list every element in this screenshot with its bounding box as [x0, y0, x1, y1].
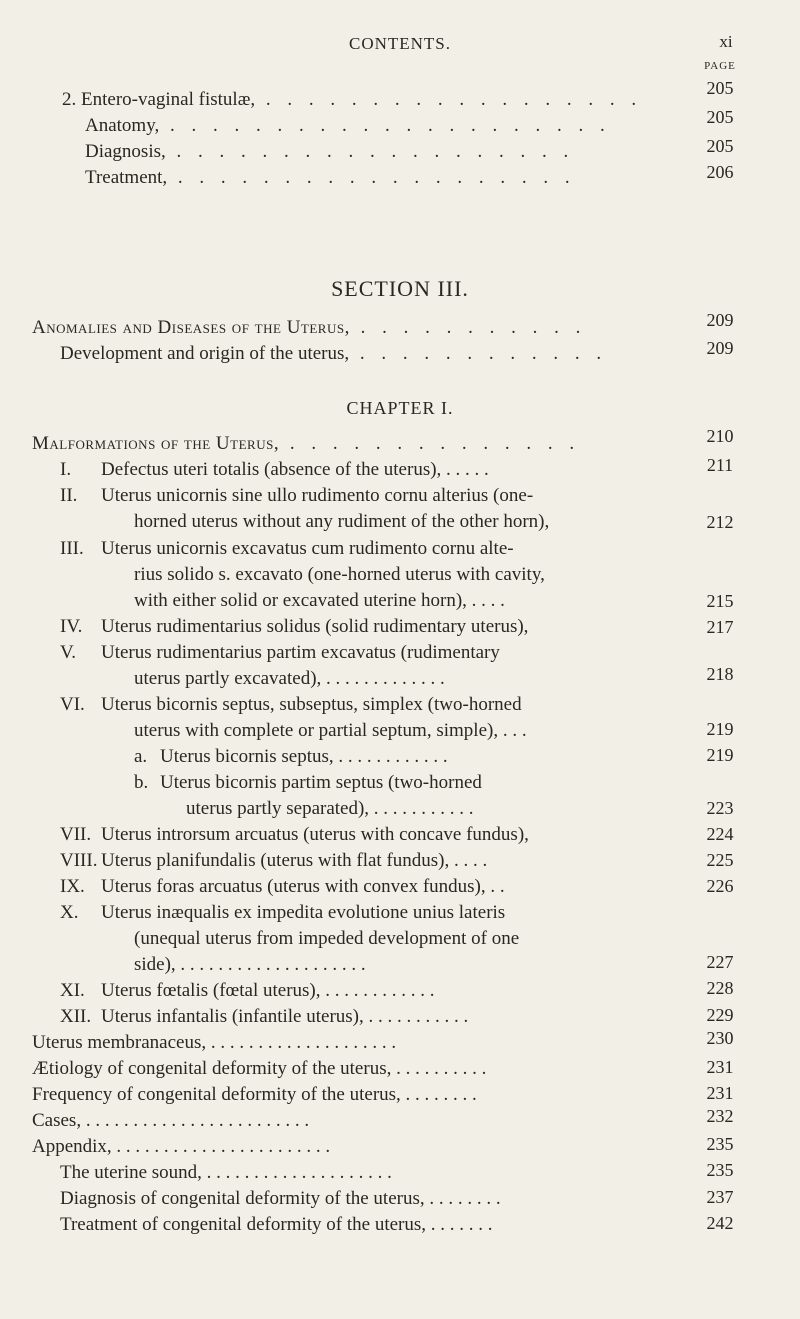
toc-entry-text: Malformations of the Uterus, — [32, 433, 280, 454]
leader-dots: . . . . . . . . . . . . . . — [279, 433, 581, 454]
toc-entry-line: Uterus foras arcuatus (uterus with convex fundus), . . — [101, 876, 505, 897]
toc-entry-line: uterus partly separated), . . . . . . . . . . . — [186, 798, 474, 819]
page-number: 205 — [706, 107, 734, 127]
page-number: 205 — [706, 136, 734, 156]
leader-dots: . . . . . . . . . . . . . . . . . . . — [165, 141, 575, 162]
page-column-label: PAGE — [704, 60, 736, 72]
chapter-heading: CHAPTER I. — [346, 398, 454, 418]
page-number: 242 — [706, 1213, 734, 1233]
page-number: 223 — [706, 798, 734, 818]
page-number: 229 — [706, 1005, 734, 1025]
toc-entry-line: Uterus inæqualis ex impedita evolutione unius lateris — [101, 902, 506, 923]
toc-entry-line: Defectus uteri totalis (absence of the uterus), . . . . . — [101, 459, 489, 480]
toc-entry-treatment-deformity: Treatment of congenital deformity of the uterus, . . . . . . . — [60, 1214, 493, 1235]
page-number: 219 — [706, 719, 734, 739]
page-number: 217 — [706, 617, 734, 637]
toc-entry-development — [60, 342, 607, 366]
toc-entry-anatomy — [85, 114, 611, 138]
toc-entry-cases: Cases, . . . . . . . . . . . . . . . . . . . . . . . . — [32, 1110, 310, 1131]
page-number: 235 — [706, 1134, 734, 1154]
page-number: 224 — [706, 824, 734, 844]
roman-numeral: I. — [60, 459, 72, 480]
toc-entry-text: Development and origin of the uterus, — [60, 343, 350, 364]
page-number: 227 — [706, 952, 734, 972]
roman-numeral: IX. — [60, 876, 85, 897]
toc-entry-line: Uterus fœtalis (fœtal uterus), . . . . . . . . . . . . — [101, 980, 435, 1001]
page-number: 206 — [706, 162, 734, 182]
sub-letter: a. — [134, 746, 148, 767]
toc-entry-line: side), . . . . . . . . . . . . . . . . . . . . — [134, 954, 366, 975]
toc-entry-line: Uterus bicornis septus, subseptus, simplex (two-horned — [101, 694, 522, 715]
page-number: 228 — [706, 978, 734, 998]
roman-numeral: VIII. — [60, 850, 98, 871]
leader-dots: . . . . . . . . . . . . — [349, 343, 608, 364]
toc-entry-frequency: Frequency of congenital deformity of the uterus, . . . . . . . . — [32, 1084, 477, 1105]
toc-entry-line: Uterus planifundalis (uterus with flat fundus), . . . . — [101, 850, 488, 871]
roman-numeral: III. — [60, 538, 84, 559]
leader-dots: . . . . . . . . . . . . . . . . . . . — [167, 167, 576, 188]
toc-entry-text: Anomalies and Diseases of the Uterus, — [32, 317, 350, 338]
toc-entry-diagnosis — [85, 140, 574, 164]
toc-entry-line: horned uterus without any rudiment of the other horn), — [134, 511, 550, 532]
toc-entry-line: Uterus rudimentarius solidus (solid rudimentary uterus), — [101, 616, 529, 637]
toc-entry-text: Treatment, — [85, 167, 168, 188]
toc-entry-appendix: Appendix, . . . . . . . . . . . . . . . . . . . . . . . — [32, 1136, 331, 1157]
leader-dots: . . . . . . . . . . . . . . . . . . . . . — [159, 115, 611, 136]
page-number: 237 — [706, 1187, 734, 1207]
leader-dots: . . . . . . . . . . . . . . . . . . — [255, 89, 643, 110]
toc-entry-line: Uterus unicornis excavatus cum rudimento cornu alte- — [101, 538, 514, 559]
toc-entry-line: Uterus introrsum arcuatus (uterus with concave fundus), — [101, 824, 529, 845]
sub-letter: b. — [134, 772, 149, 793]
leader-dots: . . . . . . . . . . . — [349, 317, 587, 338]
page-folio: xi — [719, 32, 733, 51]
toc-entry-line: Uterus bicornis partim septus (two-horned — [160, 772, 482, 793]
page-number: 212 — [706, 512, 734, 532]
roman-numeral: VII. — [60, 824, 92, 845]
page-number: 232 — [706, 1106, 734, 1126]
roman-numeral: VI. — [60, 694, 85, 715]
roman-numeral: II. — [60, 485, 78, 506]
page-number: 215 — [706, 591, 734, 611]
roman-numeral: X. — [60, 902, 79, 923]
toc-entry-line: with either solid or excavated uterine horn), . . . . — [134, 590, 505, 611]
toc-entry-line: rius solido s. excavato (one-horned uterus with cavity, — [134, 564, 545, 585]
section-heading: SECTION III. — [331, 276, 469, 301]
toc-entry-line: Uterus unicornis sine ullo rudimento cornu alterius (one- — [101, 485, 534, 506]
page-number: 225 — [706, 850, 734, 870]
toc-entry-aetiology: Ætiology of congenital deformity of the uterus, . . . . . . . . . . — [32, 1058, 487, 1079]
page-number: 209 — [706, 338, 734, 358]
toc-entry-anomalies — [32, 316, 586, 340]
page-number: 205 — [706, 78, 734, 98]
page-number: 235 — [706, 1160, 734, 1180]
page-number: 226 — [706, 876, 734, 896]
page-number: 209 — [706, 310, 734, 330]
page-number: 219 — [706, 745, 734, 765]
toc-entry-line: Uterus rudimentarius partim excavatus (rudimentary — [101, 642, 500, 663]
toc-entry-entero-vaginal — [62, 88, 642, 112]
page-number: 218 — [706, 664, 734, 684]
page-number: 231 — [706, 1083, 734, 1103]
toc-entry-membranaceus: Uterus membranaceus, . . . . . . . . . . . . . . . . . . . . — [32, 1032, 397, 1053]
page-number: 230 — [706, 1028, 734, 1048]
running-header-title: CONTENTS. — [348, 34, 452, 53]
toc-entry-malformations — [32, 432, 580, 456]
toc-entry-text: Diagnosis, — [85, 141, 166, 162]
roman-numeral: XI. — [60, 980, 85, 1001]
toc-entry-line: Uterus infantalis (infantile uterus), . . . . . . . . . . . — [101, 1006, 469, 1027]
toc-entry-line: (unequal uterus from impeded development of one — [134, 928, 520, 949]
toc-entry-treatment — [85, 166, 576, 190]
toc-entry-line: Uterus bicornis septus, . . . . . . . . . . . . — [160, 746, 448, 767]
page-number: 211 — [706, 455, 734, 475]
page-number: 231 — [706, 1057, 734, 1077]
toc-entry-uterine-sound: The uterine sound, . . . . . . . . . . . . . . . . . . . . — [60, 1162, 392, 1183]
toc-entry-line: uterus partly excavated), . . . . . . . . . . . . . — [134, 668, 445, 689]
toc-entry-text: Anatomy, — [85, 115, 160, 136]
roman-numeral: IV. — [60, 616, 83, 637]
toc-entry-diagnosis-deformity: Diagnosis of congenital deformity of the uterus, . . . . . . . . — [60, 1188, 501, 1209]
roman-numeral: V. — [60, 642, 77, 663]
toc-entry-line: uterus with complete or partial septum, simple), . . . — [134, 720, 527, 741]
toc-entry-text: 2. Entero-vaginal fistulæ, — [62, 89, 256, 110]
page-number: 210 — [706, 426, 734, 446]
roman-numeral: XII. — [60, 1006, 92, 1027]
